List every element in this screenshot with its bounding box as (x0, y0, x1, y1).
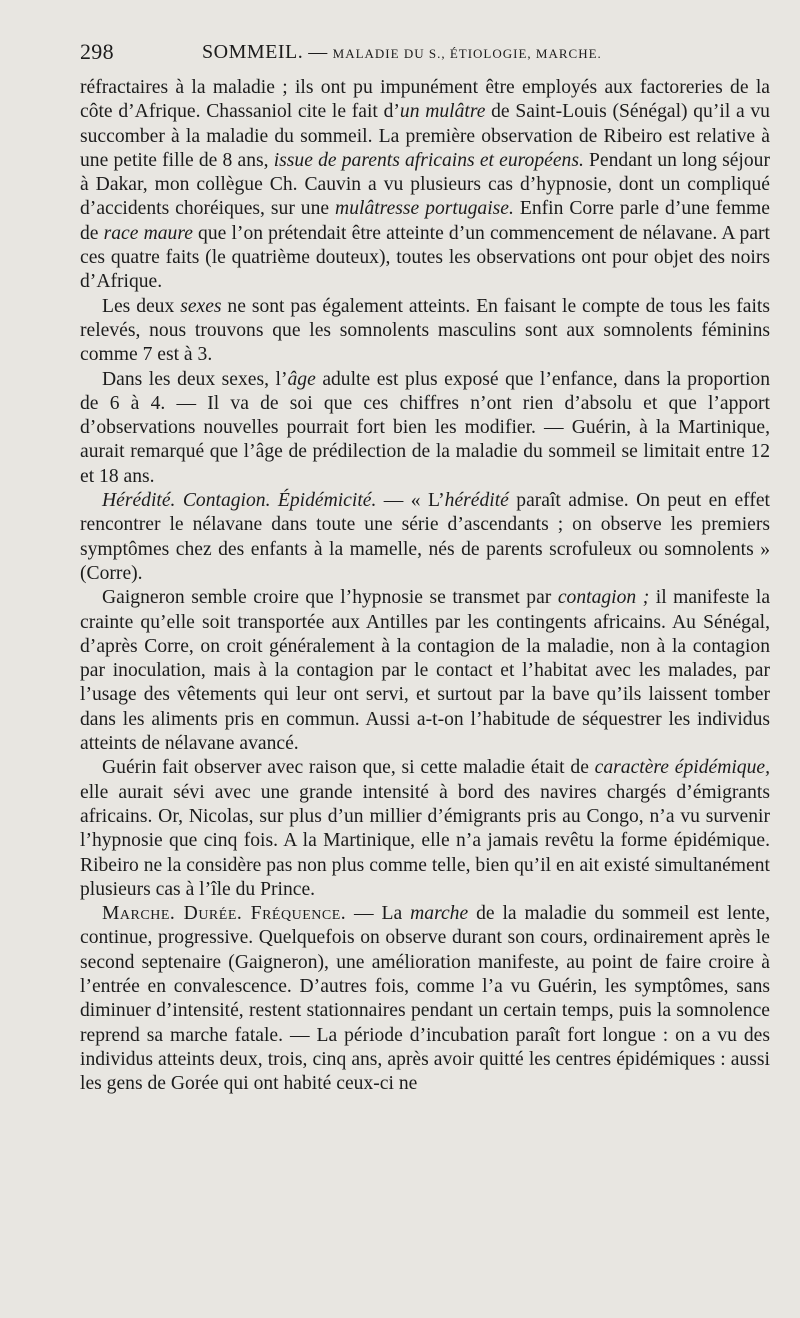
page-header (80, 38, 770, 74)
p4-section-heading: Hérédité. Contagion. Épidémicité. (102, 490, 377, 512)
paragraph-5 (80, 586, 770, 756)
p4-text-d: paraît admise. On peut en effet rencontrer le nélavane dans toute une série d’ascendants ; on observe les premiers symptômes chez des enfants à la mamelle, nés de parents scrofuleux ou somnolents » (Corre). (80, 490, 770, 584)
p1-text-g: Enfin Corre parle d’une femme de (80, 198, 770, 244)
p1-text-e: Pendant un long séjour à Dakar, mon collègue Ch. Cauvin a vu plusieurs cas d’hypnosie, dont un compliqué d’accidents choréiques, sur une (80, 149, 770, 220)
p7-italic-c: marche (410, 903, 469, 925)
paragraph-3 (80, 368, 770, 489)
p1-italic-d: issue de parents africains et européens. (273, 149, 584, 171)
paragraph-6 (80, 756, 770, 902)
p2-italic-b: sexes (180, 295, 222, 317)
p2-text-a: Les deux (102, 295, 181, 317)
paragraph-4 (80, 489, 770, 586)
running-head (202, 38, 602, 68)
p6-italic-b: caractère épidémique, (594, 757, 770, 779)
p6-text-c: elle aurait sévi avec une grande intensité à bord des navires chargés d’émigrants africains. Or, Nicolas, sur plus d’un millier d’émigrants pris au Congo, n’a vu survenir l’hypnosie que cinq fois. A la Martinique, elle n’a jamais revêtu la forme épidémique. Ribeiro ne la considère pas non plus comme telle, bien qu’il en ait existé simultanément plusieurs cas à l’île du Prince. (80, 781, 770, 900)
p3-text-a: Dans les deux sexes, l’ (102, 368, 288, 390)
p7-text-b: — La (346, 903, 411, 925)
p3-text-c: adulte est plus exposé que l’enfance, dans la proportion de 6 à 4. — Il va de soi que ces chiffres n’ont rien d’absolu et que l’apport d’observations nouvelles pourrait fort bien les modifier. — Guérin, à la Martinique, aurait remarqué que l’âge de prédilection de la maladie du sommeil se limitait entre 12 et 18 ans. (80, 368, 770, 487)
paragraph-7 (80, 902, 770, 1096)
p4-italic-c: hérédité (444, 490, 509, 512)
p7-text-d: de la maladie du sommeil est lente, continue, progressive. Quelquefois on observe durant son cours, ordinairement après le second septenaire (Gaigneron), une amélioration manifeste, au point de faire croire à l’entrée en convalescence. D’autres fois, comme l’a vu Guérin, les symptômes, sans diminuer d’intensité, restent stationnaires pendant un certain temps, puis la somnolence reprend sa marche fatale. — La période d’incubation paraît fort longue : on a vu des individus atteints deux, trois, cinq ans, après avoir quitté les centres épidémiques : aussi les gens de Gorée qui ont habité ceux-ci ne (80, 903, 770, 1095)
p3-italic-b: âge (287, 368, 316, 390)
p1-text-a: réfractaires à la maladie ; ils ont pu impunément être employés aux factoreries de la côte d’Afrique. Chassaniol cite le fait d’ (80, 77, 770, 123)
paragraph-2 (80, 295, 770, 368)
p1-italic-h: race maure (103, 222, 193, 244)
p1-italic-f: mulâtresse portugaise. (335, 198, 514, 220)
running-head-dash: — (303, 42, 333, 63)
body-text (80, 76, 770, 1096)
page-number: 298 (80, 39, 114, 64)
p5-text-c: il manifeste la crainte qu’elle soit transportée aux Antilles par les contingents africains. Au Sénégal, d’après Corre, on croit généralement à la contagion de la maladie, non à la contagion par inoculation, mais à la contagion par le contact et l’habitat avec les malades, par l’usage des vêtements qui leur ont servi, et surtout par la bave qu’ils laissent tomber dans les aliments pris en commun. Aussi a-t-on l’habitude de séquestrer les individus atteints de nélavane avancé. (80, 587, 771, 755)
p1-italic-b: un mulâtre (399, 101, 486, 123)
p1-text-c: de Saint-Louis (Sénégal) qu’il a vu succomber à la maladie du sommeil. La première observation de Ribeiro est relative à une petite fille de 8 ans, (80, 101, 770, 171)
p1-text-i: que l’on prétendait être atteinte d’un commencement de nélavane. A part ces quatre faits (le quatrième douteux), toutes les observations ont pour objet des noirs d’Afrique. (80, 222, 770, 293)
p5-italic-b: contagion ; (557, 587, 650, 609)
p7-section-heading: Marche. Durée. Fréquence. (102, 903, 347, 925)
running-head-title: SOMMEIL. (202, 41, 304, 63)
p2-text-c: ne sont pas également atteints. En faisant le compte de tous les faits relevés, nous trouvons que les somnolents masculins sont aux somnolents féminins comme 7 est à 3. (80, 295, 770, 366)
p5-text-a: Gaigneron semble croire que l’hypnosie se transmet par (102, 587, 558, 609)
p4-text-b: — « L’ (376, 490, 445, 512)
p6-text-a: Guérin fait observer avec raison que, si cette maladie était de (102, 757, 595, 779)
paragraph-1 (80, 76, 770, 295)
running-head-subtitle: MALADIE DU S., ÉTIOLOGIE, MARCHE. (332, 46, 602, 61)
